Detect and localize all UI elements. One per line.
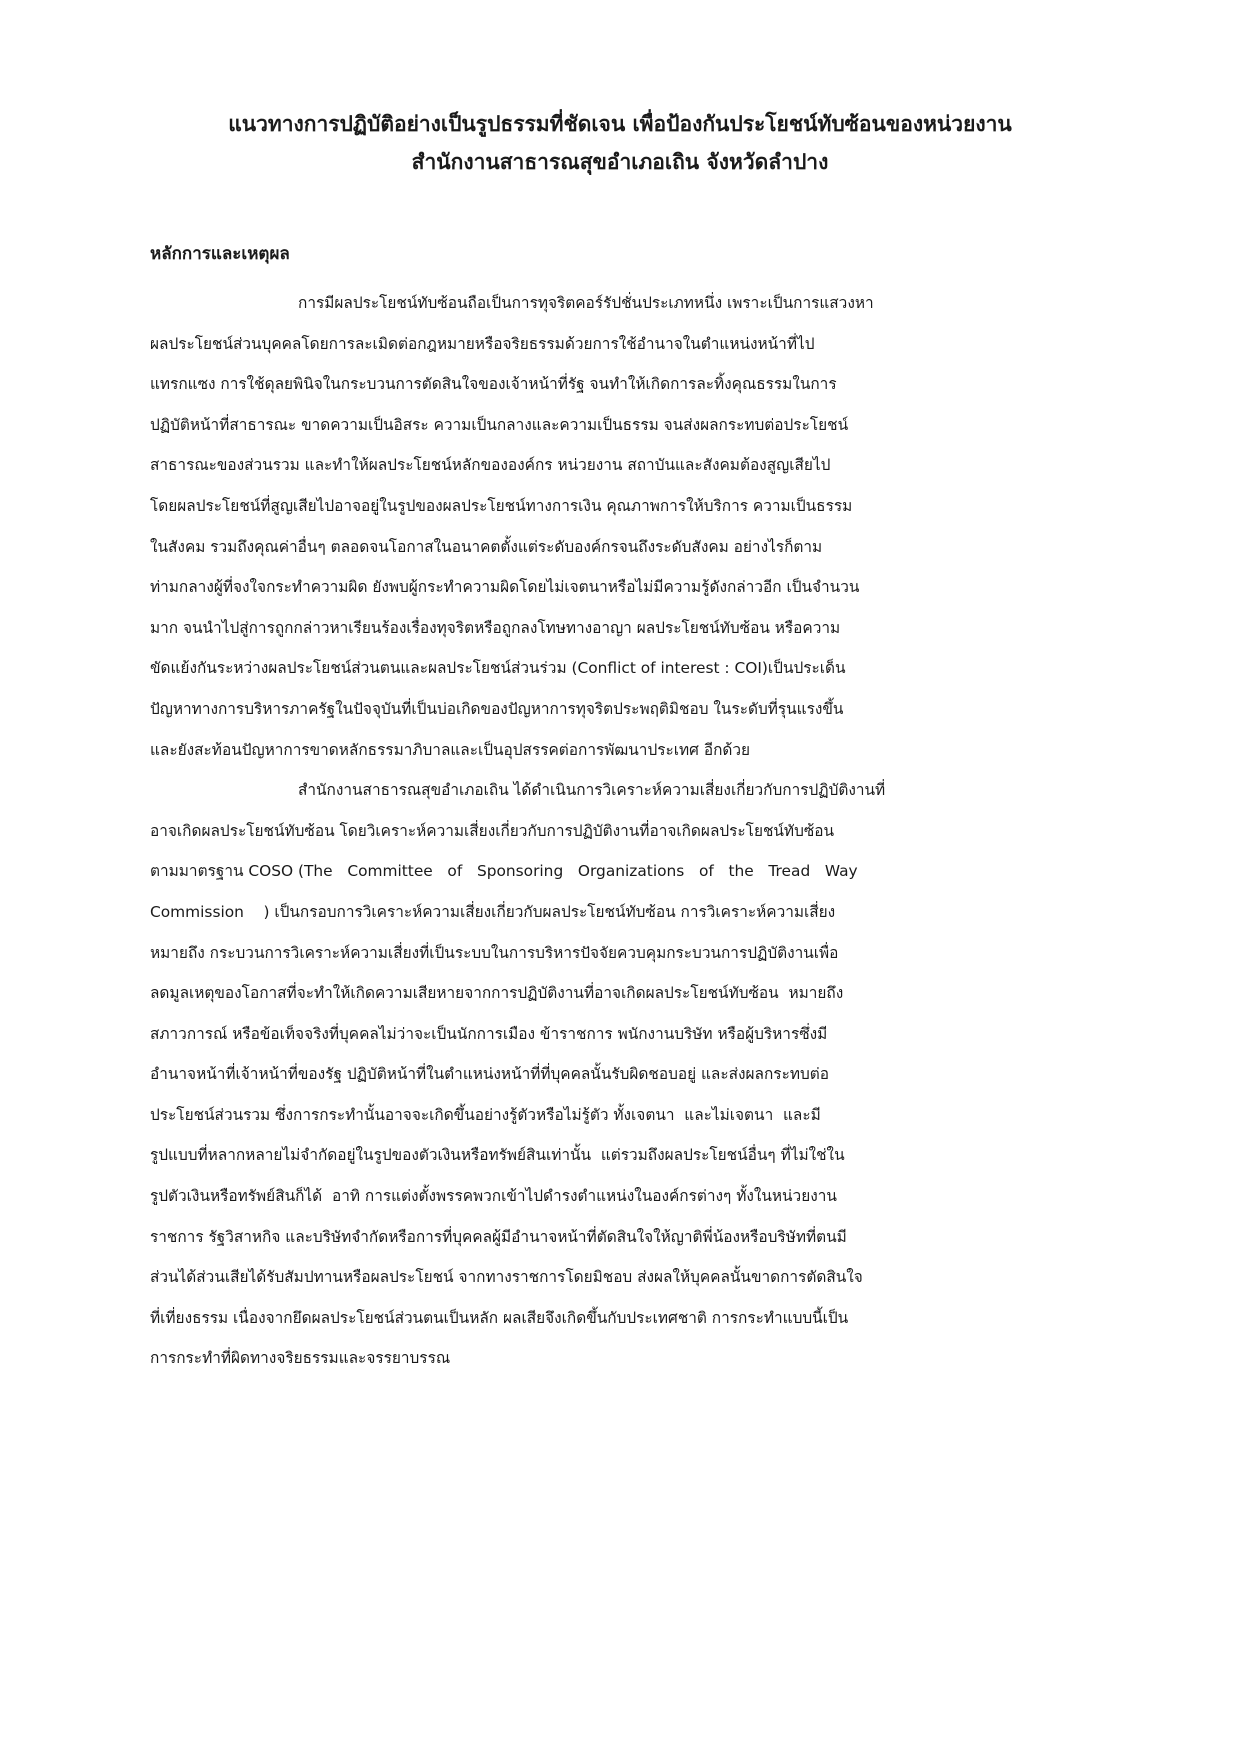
- paragraph-1-line: ในสังคม รวมถึงคุณค่าอื่นๆ ตลอดจนโอกาสในอนาคตตั้งแต่ระดับองค์กรจนถึงระดับสังคม อย่างไรก็ตาม: [150, 537, 823, 556]
- paragraph-1-line: ปฏิบัติหน้าที่สาธารณะ ขาดความเป็นอิสระ ความเป็นกลางและความเป็นธรรม จนส่งผลกระทบต่อประโยชน์: [150, 415, 849, 434]
- paragraph-2-line: ประโยชน์ส่วนรวม ซึ่งการกระทำนั้นอาจจะเกิดขึ้นอย่างรู้ตัวหรือไม่รู้ตัว ทั้งเจตนา และไม่เจตนา และมี: [150, 1105, 821, 1124]
- paragraph-2-line: การกระทำที่ผิดทางจริยธรรมและจรรยาบรรณ: [150, 1349, 451, 1368]
- paragraph-2-line: ส่วนได้ส่วนเสียได้รับสัมปทานหรือผลประโยชน์ จากทางราชการโดยมิชอบ ส่งผลให้บุคคลนั้นขาดการตัดสินใจ: [150, 1268, 863, 1287]
- paragraph-2-line: รูปตัวเงินหรือทรัพย์สินก็ได้ อาทิ การแต่งตั้งพรรคพวกเข้าไปดำรงตำแหน่งในองค์กรต่างๆ ทั้งในหน่วยงาน: [150, 1187, 837, 1206]
- paragraph-2-line: Commission ) เป็นกรอบการวิเคราะห์ความเสี่ยงเกี่ยวกับผลประโยชน์ทับซ้อน การวิเคราะห์ความเสี่ยง: [150, 902, 836, 921]
- paragraph-1-line: แทรกแซง การใช้ดุลยพินิจในกระบวนการตัดสินใจของเจ้าหน้าที่รัฐ จนทำให้เกิดการละทิ้งคุณธรรมในการ: [150, 375, 837, 394]
- section-heading: หลักการและเหตุผล: [150, 244, 290, 264]
- paragraph-1-line: ขัดแย้งกันระหว่างผลประโยชน์ส่วนตนและผลประโยชน์ส่วนร่วม (Conflict of interest : COI)เป็นประเด็น: [150, 659, 846, 678]
- paragraph-1-line: สาธารณะของส่วนรวม และทำให้ผลประโยชน์หลักขององค์กร หน่วยงาน สถาบันและสังคมต้องสูญเสียไป: [150, 456, 831, 475]
- document-title: [150, 105, 1090, 181]
- title-line-2: สำนักงานสาธารณสุขอำเภอเถิน จังหวัดลำปาง: [411, 150, 829, 174]
- paragraph-2-line: ลดมูลเหตุของโอกาสที่จะทำให้เกิดความเสียหายจากการปฏิบัติงานที่อาจเกิดผลประโยชน์ทับซ้อน หมายถึง: [150, 984, 844, 1003]
- paragraph-1-line: โดยผลประโยชน์ที่สูญเสียไปอาจอยู่ในรูปของผลประโยชน์ทางการเงิน คุณภาพการให้บริการ ความเป็นธรรม: [150, 496, 853, 515]
- title-line-1: แนวทางการปฏิบัติอย่างเป็นรูปธรรมที่ชัดเจน เพื่อป้องกันประโยชน์ทับซ้อนของหน่วยงาน: [228, 112, 1012, 136]
- paragraph-2: [150, 770, 1090, 1379]
- paragraph-1-line: ท่ามกลางผู้ที่จงใจกระทำความผิด ยังพบผู้กระทำความผิดโดยไม่เจตนาหรือไม่มีความรู้ดังกล่าวอีก เป็นจำนวน: [150, 578, 860, 597]
- paragraph-1-line: ปัญหาทางการบริหารภาครัฐในปัจจุบันที่เป็นบ่อเกิดของปัญหาการทุจริตประพฤติมิชอบ ในระดับที่รุนแรงขึ้น: [150, 699, 844, 718]
- paragraph-2-line: รูปแบบที่หลากหลายไม่จำกัดอยู่ในรูปของตัวเงินหรือทรัพย์สินเท่านั้น แต่รวมถึงผลประโยชน์อื่นๆ ที่ไม่ใช่ใน: [150, 1146, 845, 1165]
- paragraph-2-line: ราชการ รัฐวิสาหกิจ และบริษัทจำกัดหรือการที่บุคคลผู้มีอำนาจหน้าที่ตัดสินใจให้ญาติพี่น้องหรือบริษัทที่ตนมี: [150, 1227, 847, 1246]
- paragraph-2-line: สำนักงานสาธารณสุขอำเภอเถิน ได้ดำเนินการวิเคราะห์ความเสี่ยงเกี่ยวกับการปฏิบัติงานที่: [298, 781, 886, 800]
- paragraph-2-line: ตามมาตรฐาน COSO (The Committee of Sponsoring Organizations of the Tread Way: [150, 862, 858, 881]
- paragraph-1-line: ผลประโยชน์ส่วนบุคคลโดยการละเมิดต่อกฎหมายหรือจริยธรรมด้วยการใช้อำนาจในตำแหน่งหน้าที่ไป: [150, 334, 815, 353]
- paragraph-2-line: อาจเกิดผลประโยชน์ทับซ้อน โดยวิเคราะห์ความเสี่ยงเกี่ยวกับการปฏิบัติงานที่อาจเกิดผลประโยชน์ทับซ้อน: [150, 821, 835, 840]
- paragraph-1: [150, 283, 1090, 770]
- paragraph-2-line: สภาวการณ์ หรือข้อเท็จจริงที่บุคคลไม่ว่าจะเป็นนักการเมือง ข้าราชการ พนักงานบริษัท หรือผู้บริหารซึ่งมี: [150, 1024, 828, 1043]
- paragraph-2-line: ที่เที่ยงธรรม เนื่องจากยึดผลประโยชน์ส่วนตนเป็นหลัก ผลเสียจึงเกิดขึ้นกับประเทศชาติ การกระทำแบบนี้เป็น: [150, 1308, 849, 1327]
- document-page: [150, 105, 1090, 1379]
- paragraph-1-line: มาก จนนำไปสู่การถูกกล่าวหาเรียนร้องเรื่องทุจริตหรือถูกลงโทษทางอาญา ผลประโยชน์ทับซ้อน หรือความ: [150, 618, 841, 637]
- paragraph-2-line: อำนาจหน้าที่เจ้าหน้าที่ของรัฐ ปฏิบัติหน้าที่ในตำแหน่งหน้าที่ที่บุคคลนั้นรับผิดชอบอยู่ และส่งผลกระทบต่อ: [150, 1065, 829, 1084]
- paragraph-1-line: การมีผลประโยชน์ทับซ้อนถือเป็นการทุจริตคอร์รัปชั่นประเภทหนึ่ง เพราะเป็นการแสวงหา: [298, 294, 874, 312]
- paragraph-2-line: หมายถึง กระบวนการวิเคราะห์ความเสี่ยงที่เป็นระบบในการบริหารปัจจัยควบคุมกระบวนการปฏิบัติงานเพื่อ: [150, 943, 839, 962]
- paragraph-1-line: และยังสะท้อนปัญหาการขาดหลักธรรมาภิบาลและเป็นอุปสรรคต่อการพัฒนาประเทศ อีกด้วย: [150, 740, 751, 759]
